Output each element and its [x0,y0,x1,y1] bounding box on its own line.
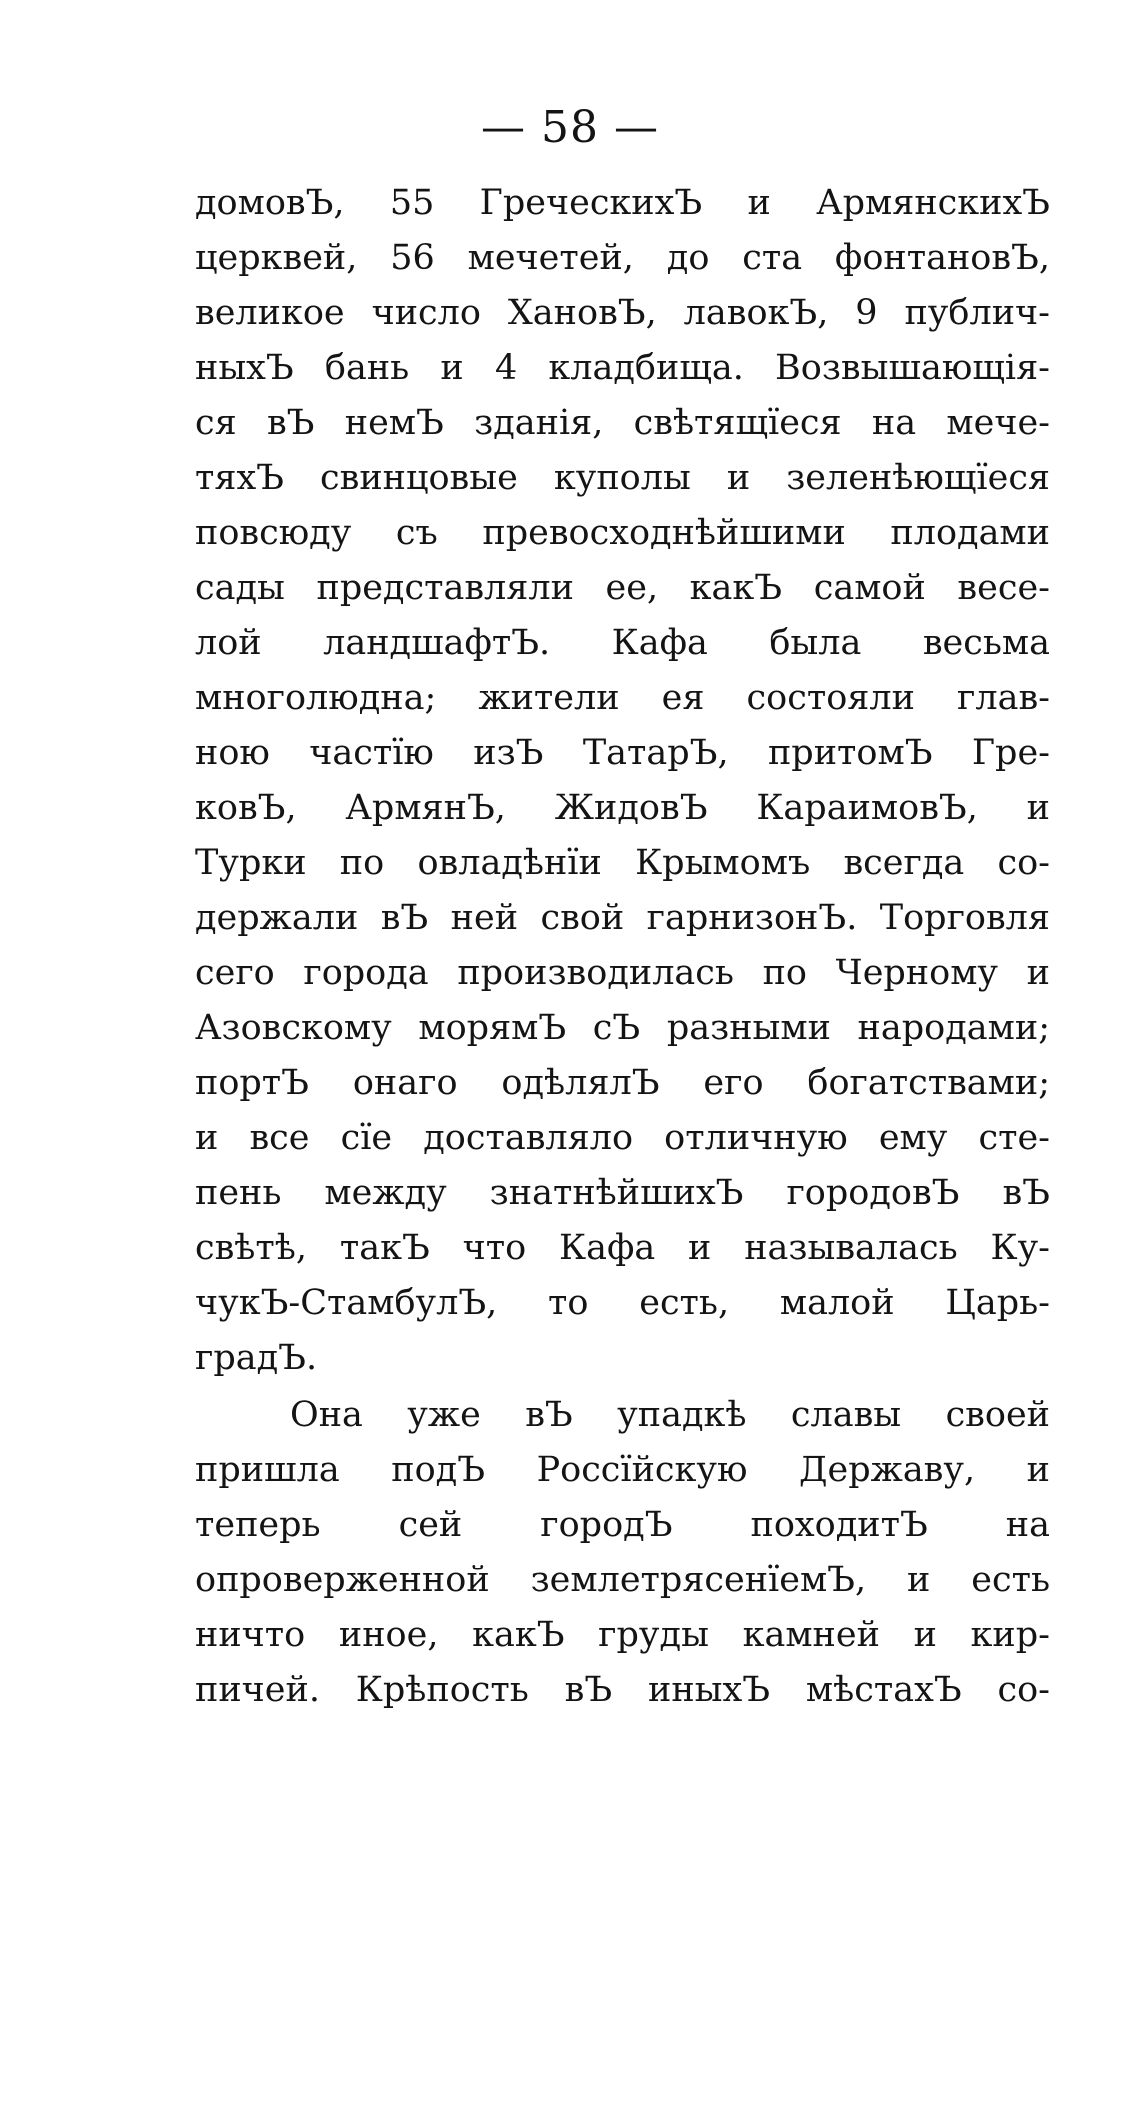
text-line: теперь сей городЪ походитЪ на [195,1505,1050,1545]
text-line: ся вЪ немЪ зданія, свѣтящїеся на мече- [195,403,1050,443]
text-line: пичей. Крѣпость вЪ иныхЪ мѣстахЪ со- [195,1670,1050,1710]
text-line-last: градЪ. [195,1338,318,1378]
text-line: держали вЪ ней свой гарнизонЪ. Торговля [195,898,1050,938]
text-line: тяхЪ свинцовые куполы и зеленѣющїеся [195,458,1050,498]
text-line: повсюду съ превосходнѣйшими плодами [195,513,1050,553]
text-line: пень между знатнѣйшихЪ городовЪ вЪ [195,1173,1050,1213]
text-line: портЪ онаго одѣлялЪ его богатствами; [195,1063,1050,1103]
text-line: Турки по овладѣнїи Крымомъ всегда со- [195,843,1050,883]
text-line: ковЪ, АрмянЪ, ЖидовЪ КараимовЪ, и [195,788,1050,828]
text-line: сады представляли ее, какЪ самой весе- [195,568,1050,608]
text-line-indented: Она уже вЪ упадкѣ славы своей [290,1395,1050,1435]
text-line: Азовскому морямЪ сЪ разными народами; [195,1008,1050,1048]
text-line: чукЪ-СтамбулЪ, то есть, малой Царь- [195,1283,1050,1323]
text-line: лой ландшафтЪ. Кафа была весьма [195,623,1050,663]
text-line: ныхЪ бань и 4 кладбища. Возвышающія- [195,348,1050,388]
text-line: сего города производилась по Черному и [195,953,1050,993]
paragraph-2 [195,1388,1050,1718]
text-line: пришла подЪ Россїйскую Державу, и [195,1450,1050,1490]
text-line: церквей, 56 мечетей, до ста фонтановЪ, [195,238,1050,278]
text-line: и все сїе доставляло отличную ему сте- [195,1118,1050,1158]
text-line: великое число ХановЪ, лавокЪ, 9 публич- [195,293,1050,333]
text-line: ничто иное, какЪ груды камней и кир- [195,1615,1050,1655]
text-line: многолюдна; жители ея состояли глав- [195,678,1050,718]
paragraph-1 [195,176,1050,1386]
page-number: — 58 — [481,102,659,153]
text-line: опроверженной землетрясенїемЪ, и есть [195,1560,1050,1600]
text-line: домовЪ, 55 ГреческихЪ и АрмянскихЪ [195,183,1050,223]
text-line: свѣтѣ, такЪ что Кафа и называлась Ку- [195,1228,1050,1268]
text-line: ною частїю изЪ ТатарЪ, притомЪ Гре- [195,733,1050,773]
